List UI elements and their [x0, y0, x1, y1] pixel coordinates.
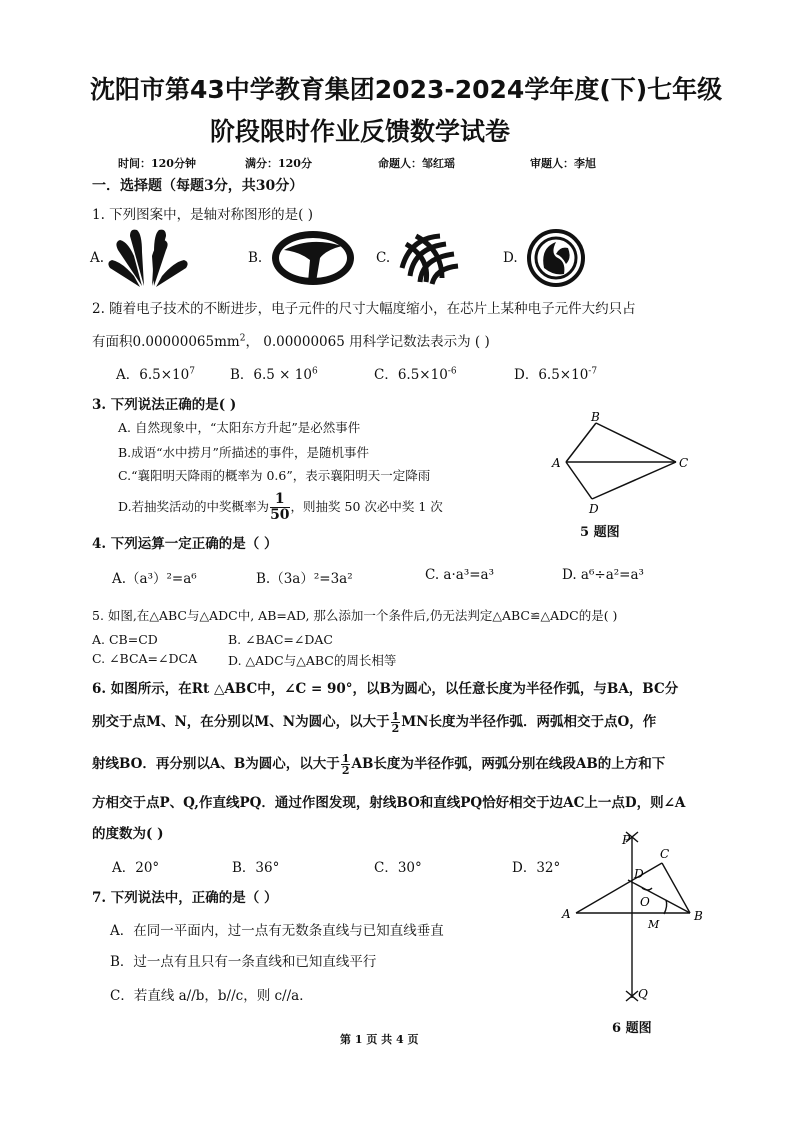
q1-stem: 1. 下列图案中，是轴对称图形的是( ) [92, 207, 313, 223]
q4-option-b: B.（3a）²=3a² [256, 571, 353, 587]
figure-5-kite-diagram [540, 405, 700, 519]
fig6-label-a: A [562, 907, 571, 921]
q6-option-b: B．36° [232, 860, 280, 876]
q5-stem: 5. 如图,在△ABC与△ADC中, AB=AD, 那么添加一个条件后,仍无法判定△ABC≌△ADC的是( ) [92, 608, 618, 623]
exam-score: 满分：120分 [245, 157, 312, 170]
q2-line2: 有面积$0.00000065mm^2$， 0.00000065 用科学记数法表示为 ( ) [92, 333, 490, 350]
exam-reviewer: 审题人：李旭 [530, 157, 596, 170]
q6-option-d: D．32° [512, 860, 561, 876]
q1-logo-c-globe-icon [396, 228, 462, 290]
q1-label-a: A. [90, 250, 105, 266]
section-heading: 一．选择题（每题3分，共30分） [92, 178, 304, 194]
q4-option-d: D. a⁶÷a²=a³ [562, 567, 644, 583]
fig5-label-c: C [679, 456, 689, 470]
q3-option-c: C.“襄阳明天降雨的概率为 0.6”，表示襄阳明天一定降雨 [118, 468, 431, 483]
q1-logo-b-oval-icon [270, 228, 356, 292]
q6-line3: 射线BO．再分别以A、B为圆心，以大于 $\frac{1}{2}$ AB长度为半径作弧，两弧分别在线段AB的上方和下 [92, 752, 666, 777]
q2-line1: 2. 随着电子技术的不断进步，电子元件的尺寸大幅度缩小，在芯片上某种电子元件大约只占 [92, 301, 636, 317]
fig6-label-p: P [622, 833, 631, 847]
fig5-label-a: A [552, 456, 561, 470]
q5-option-d: D. △ADC与△ABC的周长相等 [228, 653, 397, 668]
figure-6-caption: 6 题图 [612, 1021, 652, 1036]
fig6-label-b: B [694, 909, 703, 923]
q7-stem: 7. 下列说法中，正确的是（ ） [92, 890, 278, 906]
q2-option-a: A．$6.5\times 10^7$ [116, 366, 195, 383]
figure-6-triangle-diagram [556, 826, 716, 1010]
fig6-label-o: O [640, 895, 650, 909]
exam-author: 命题人：邹红瑶 [378, 157, 455, 170]
q6-line1: 6. 如图所示，在Rt △ABC中，∠C = 90°，以B为圆心，以任意长度为半径作弧，与BA，BC分 [92, 681, 679, 697]
q6-option-a: A．20° [112, 860, 160, 876]
q2-option-c: C．$6.5\times 10^{-6}$ [374, 366, 457, 383]
q3-option-d: D.若抽奖活动的中奖概率为 $\frac{1}{50}$ ，则抽奖 50 次必中奖 1 次 [118, 491, 443, 523]
q1-label-d: D. [503, 250, 518, 266]
page-footer: 第 1 页 共 4 页 [340, 1033, 419, 1046]
q6-option-c: C．30° [374, 860, 422, 876]
q6-line2: 别交于点M、N，在分别以M、N为圆心，以大于 $\frac{1}{2}$ MN长度为半径作弧．两弧相交于点O，作 [92, 710, 657, 735]
q1-logo-d-swirl-icon [526, 228, 586, 292]
q7-option-b: B．过一点有且只有一条直线和已知直线平行 [110, 954, 377, 970]
q5-option-c: C. ∠BCA=∠DCA [92, 651, 198, 666]
q1-label-c: C. [376, 250, 391, 266]
fig5-label-b: B [591, 410, 600, 424]
q1-logo-a-fan-icon [108, 228, 188, 292]
exam-title-line1: 沈阳市第43中学教育集团2023-2024学年度(下)七年级 [90, 75, 723, 104]
q4-option-a: A.（a³）²=a⁶ [112, 571, 197, 587]
q7-option-c: C．若直线 a//b，b//c，则 c//a． [110, 988, 313, 1004]
fig6-label-q: Q [638, 987, 648, 1001]
q3-option-b: B.成语“水中捞月”所描述的事件，是随机事件 [118, 445, 369, 460]
q5-option-b: B. ∠BAC=∠DAC [228, 632, 333, 647]
exam-title-line2: 阶段限时作业反馈数学试卷 [210, 117, 511, 146]
q4-option-c: C. a·a³=a³ [425, 567, 495, 583]
fig5-label-d: D [589, 502, 599, 515]
q4-stem: 4. 下列运算一定正确的是（ ） [92, 536, 278, 552]
q2-option-d: D．$6.5\times 10^{-7}$ [514, 366, 598, 383]
fig6-label-m: M [648, 918, 660, 931]
q6-line5: 的度数为( ) [92, 826, 164, 842]
exam-time: 时间：120分钟 [118, 157, 196, 170]
fig6-label-c: C [660, 847, 670, 861]
fig6-label-d: D [634, 867, 644, 881]
figure-5-caption: 5 题图 [580, 525, 620, 540]
q5-option-a: A. CB=CD [92, 632, 158, 647]
q3-option-a: A. 自然现象中，“太阳东方升起”是必然事件 [118, 420, 361, 435]
q3-stem: 3. 下列说法正确的是( ) [92, 397, 237, 413]
q6-line4: 方相交于点P、Q,作直线PQ．通过作图发现，射线BO和直线PQ恰好相交于边AC上一点D，则∠A [92, 795, 686, 811]
q2-option-b: B．$6.5 \times 10^6$ [230, 366, 318, 383]
q1-label-b: B. [248, 250, 263, 266]
q7-option-a: A．在同一平面内，过一点有无数条直线与已知直线垂直 [110, 923, 444, 939]
